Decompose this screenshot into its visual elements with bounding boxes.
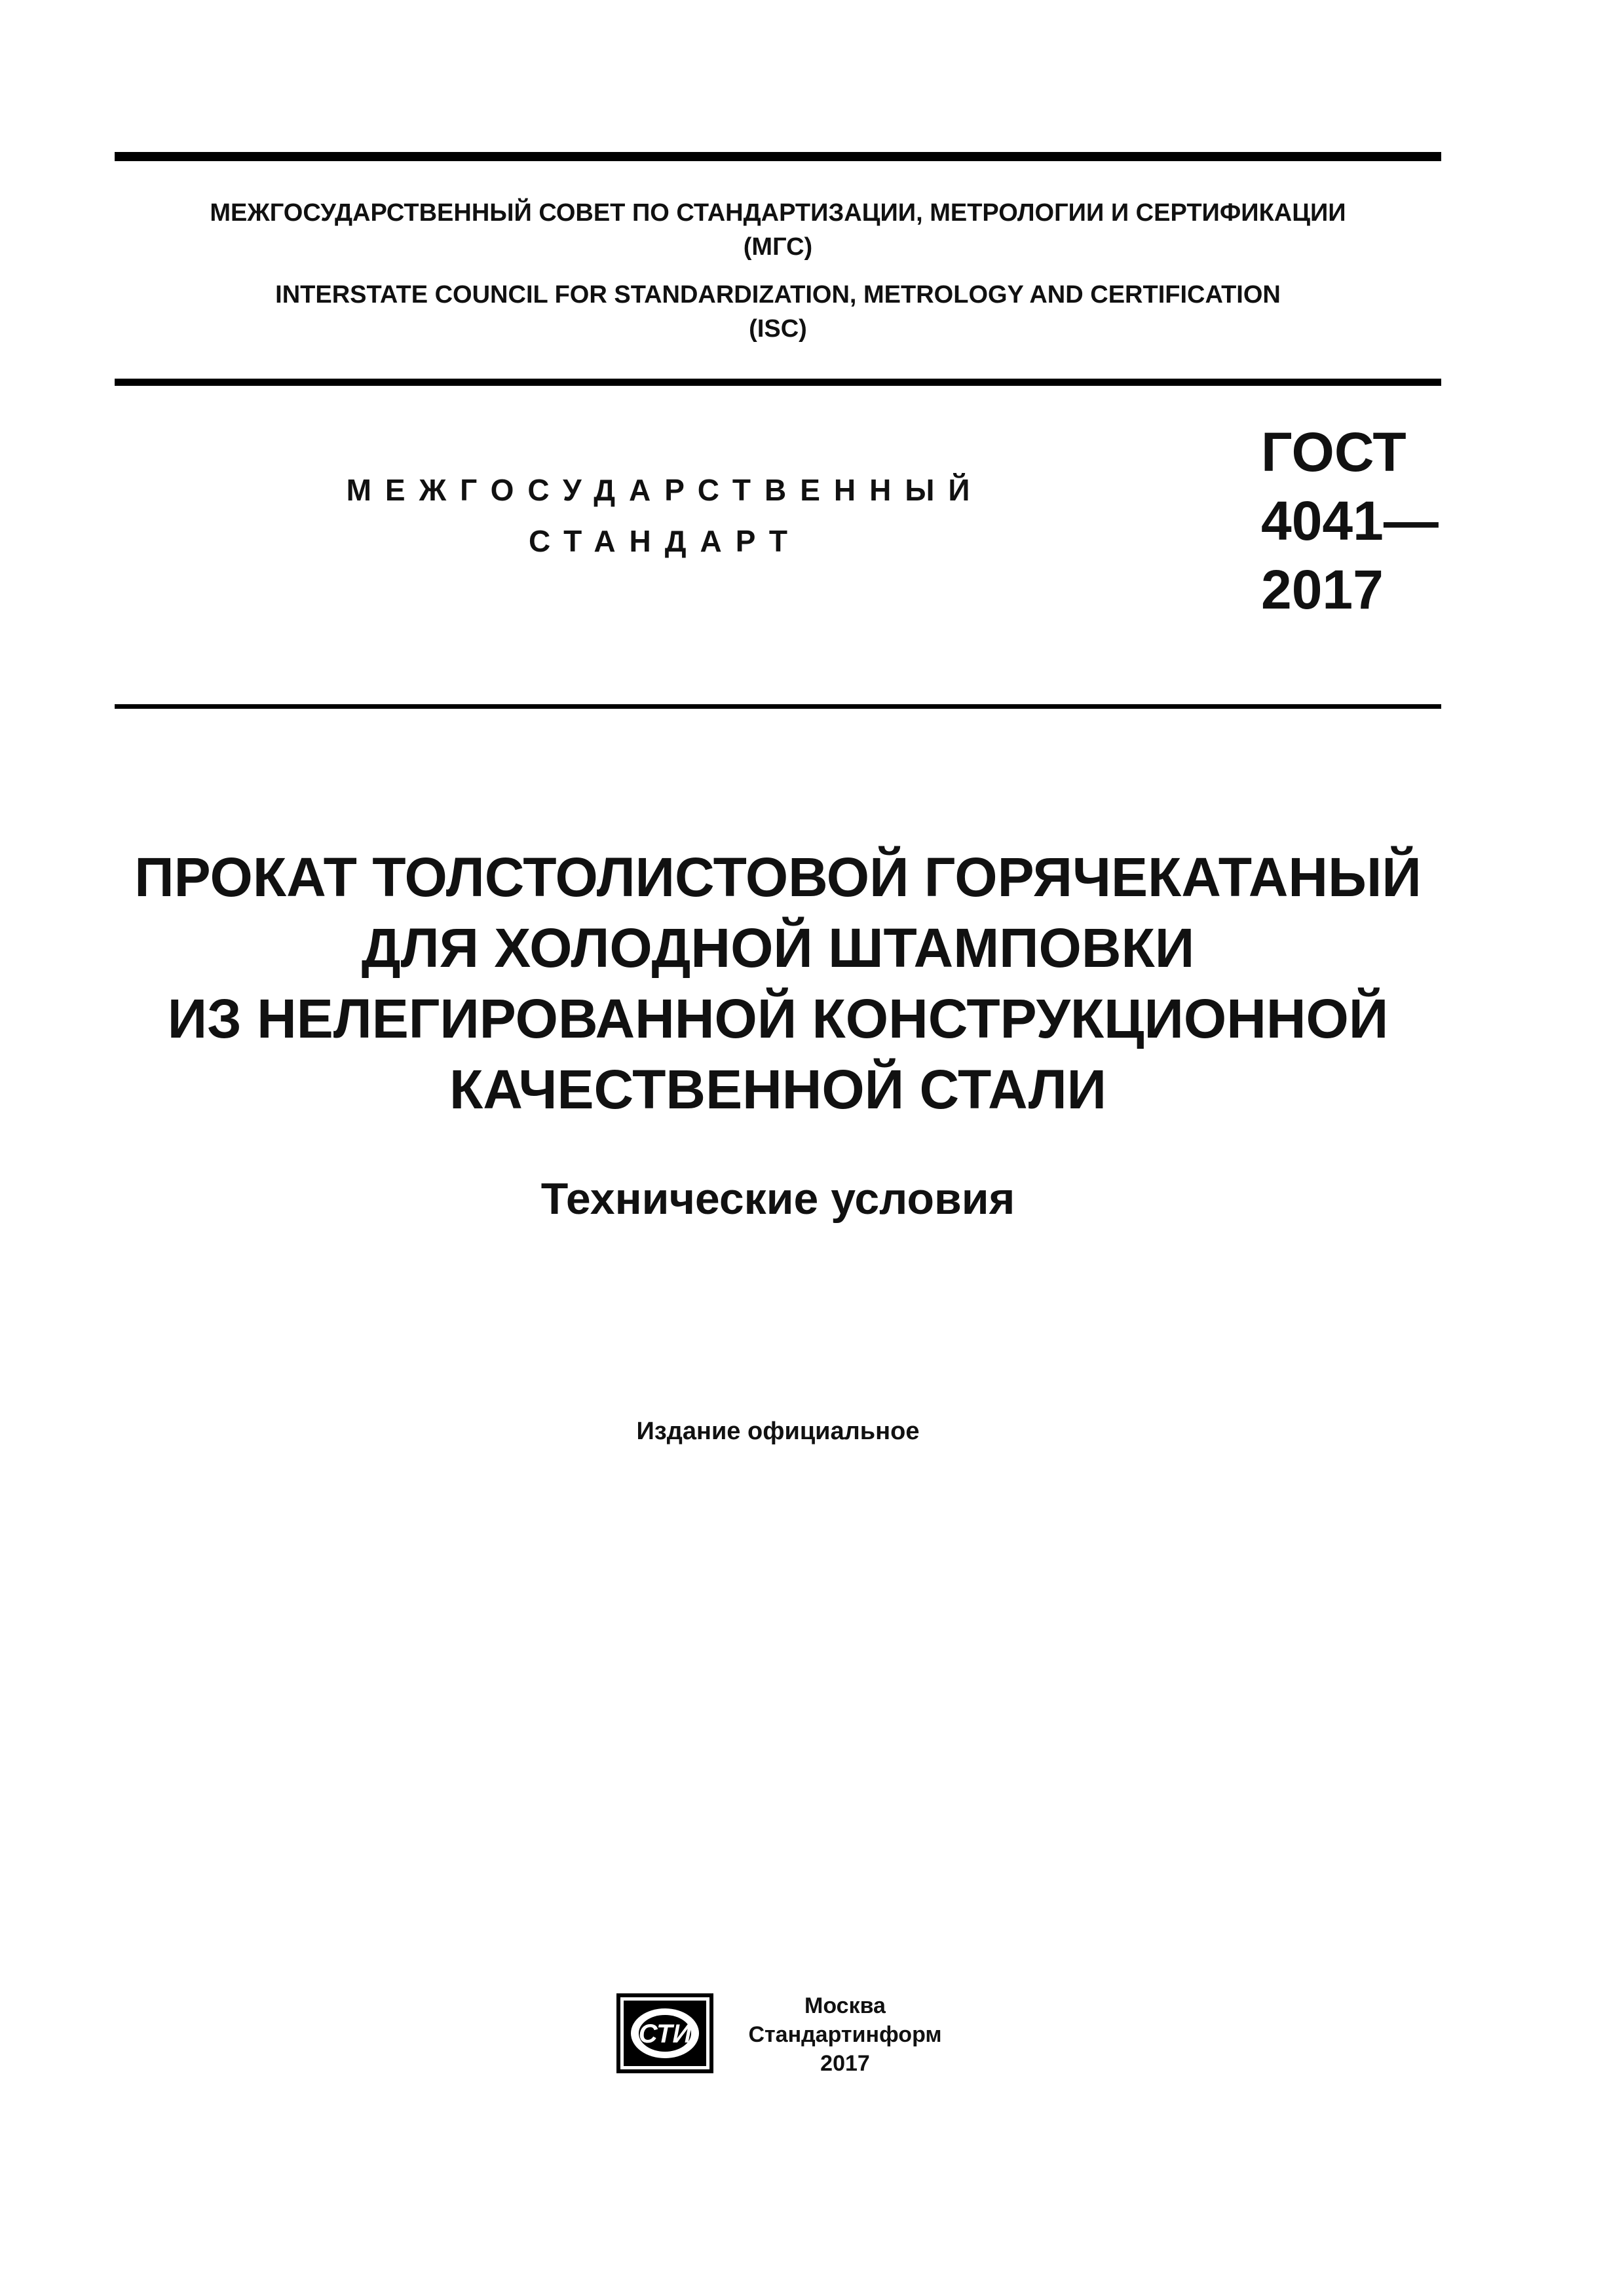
council-name-en: INTERSTATE COUNCIL FOR STANDARDIZATION, METROLOGY AND CERTIFICATION bbox=[275, 281, 1281, 309]
header-divider bbox=[115, 379, 1441, 386]
gost-designation-prefix: ГОСТ bbox=[1261, 421, 1407, 483]
svg-text:СТИ: СТИ bbox=[638, 2020, 692, 2048]
document-title-line-2: ДЛЯ ХОЛОДНОЙ ШТАМПОВКИ bbox=[361, 917, 1195, 979]
council-abbr-ru: (МГС) bbox=[743, 233, 813, 261]
document-subtitle: Технические условия bbox=[540, 1174, 1015, 1224]
publisher-name: Стандартинформ bbox=[748, 2022, 942, 2047]
standard-kind-line-2: СТАНДАРТ bbox=[529, 524, 801, 558]
title-divider bbox=[115, 704, 1441, 709]
standard-kind-line-1: МЕЖГОСУДАРСТВЕННЫЙ bbox=[346, 473, 984, 507]
document-title-line-3: ИЗ НЕЛЕГИРОВАННОЙ КОНСТРУКЦИОННОЙ bbox=[167, 988, 1389, 1049]
edition-note: Издание официальное bbox=[636, 1418, 920, 1445]
document-title-line-4: КАЧЕСТВЕННОЙ СТАЛИ bbox=[449, 1059, 1107, 1120]
gost-designation-year: 2017 bbox=[1261, 559, 1384, 620]
top-rule bbox=[115, 152, 1441, 161]
gost-designation-number: 4041— bbox=[1261, 490, 1439, 552]
document-title-line-1: ПРОКАТ ТОЛСТОЛИСТОВОЙ ГОРЯЧЕКАТАНЫЙ bbox=[134, 846, 1422, 908]
publisher-city: Москва bbox=[804, 1993, 886, 2018]
publication-year: 2017 bbox=[820, 2051, 870, 2076]
council-abbr-en: (ISC) bbox=[749, 315, 807, 343]
standartinform-logo-icon bbox=[616, 1993, 714, 2074]
council-name-ru: МЕЖГОСУДАРСТВЕННЫЙ СОВЕТ ПО СТАНДАРТИЗАЦИИ, МЕТРОЛОГИИ И СЕРТИФИКАЦИИ bbox=[210, 199, 1346, 227]
